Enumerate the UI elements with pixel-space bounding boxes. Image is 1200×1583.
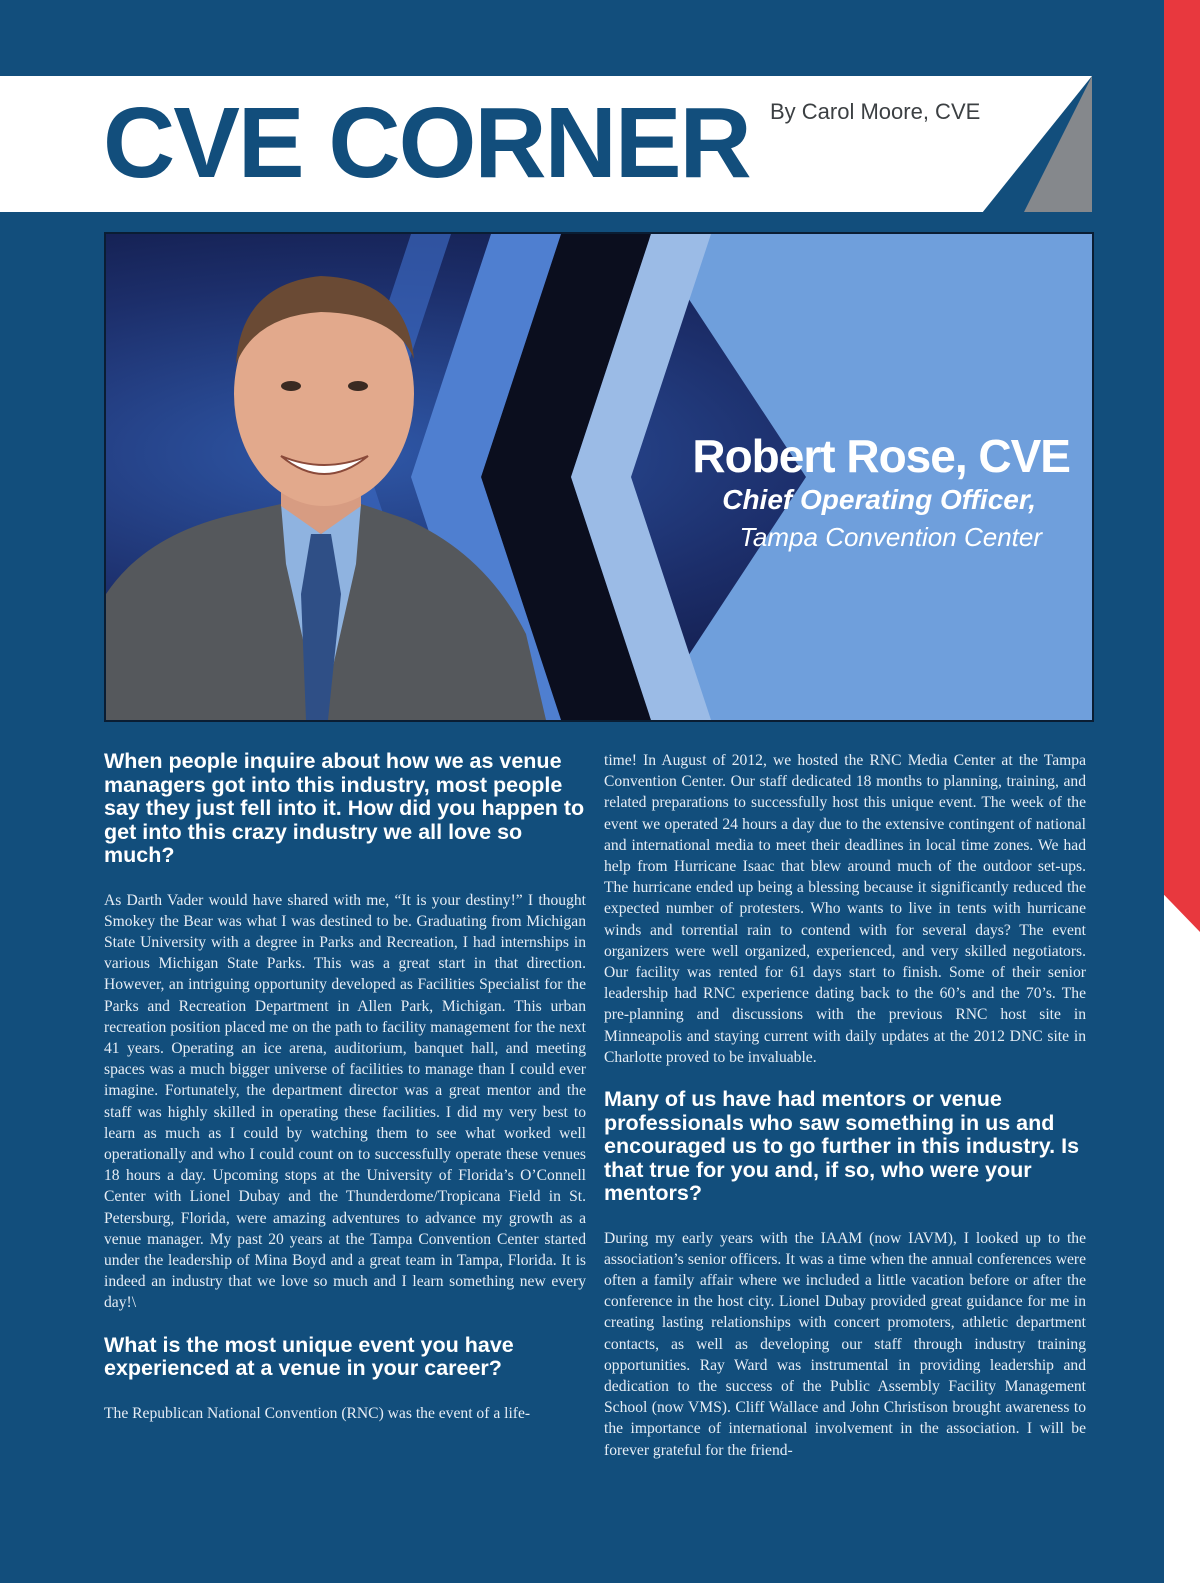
answer-1: As Darth Vader would have shared with me, “It is your destiny!” I thought Smokey the Bear was what I was destined to be. Graduating from Michigan State University with a degree in Parks and Recreation, I had internships in various Michigan State Parks. This was a great start in that direction. However, an intriguing opportunity developed as Facilities Specialist for the Parks and Recreation Department in Allen Park, Michigan. This urban recreation position placed me on the path to facility management for the next 41 years. Operating an ice arena, auditorium, banquet hall, and meeting spaces was a much bigger universe of facilities to manage than I could ever imagine. Fortunately, the department director was a great mentor and the staff was highly skilled in operating these facilities. I did my very best to learn as much as I could by watching them to see what worked well operationally and who I could count on to successfully operate these venues 18 hours a day. Upcoming stops at the University of Florida’s O’Connell Center with Lionel Dubay and the Thunderdome/Tropicana Field in St. Petersburg, Florida, were amazing adventures to advance my growth as a venue manager. My past 20 years at the Tampa Convention Center started under the leadership of Mina Boyd and a great team in Tampa, Florida. It is indeed an industry that we love so much and I learn something new every day!\	[104, 891, 586, 1312]
profile-name: Robert Rose, CVE	[692, 430, 1070, 482]
question-3: Many of us have had mentors or venue professionals who saw something in us and encouraged us to go further in this industry. Is that true for you and, if so, who were your mentors?	[604, 1087, 1080, 1206]
question-1: When people inquire about how we as venue managers got into this industry, most people say they just fell into it. How did you happen to get into this crazy industry we all love so much?	[104, 749, 585, 867]
author-byline: By Carol Moore, CVE	[770, 99, 981, 124]
profile-organization: Tampa Convention Center	[739, 522, 1042, 552]
article-column-left	[104, 750, 586, 1444]
profile-role: Chief Operating Officer,	[722, 484, 1036, 515]
red-accent-bar	[1164, 0, 1200, 932]
profile-banner	[104, 232, 1094, 722]
answer-2-start: The Republican National Convention (RNC) was the event of a life-	[104, 1404, 531, 1422]
article-column-right	[604, 750, 1086, 1481]
answer-2-continued: time! In August of 2012, we hosted the RNC Media Center at the Tampa Convention Center. Our staff dedicated 18 months to planning, training, and related preparations to successfully host this unique event. The week of the event we operated 24 hours a day due to the extensive contingent of national and international media to meet their deadlines in local time zones. We had help from Hurricane Isaac that blew around much of the outdoor set-ups. The hurricane ended up being a blessing because it significantly reduced the expected number of protesters. Who wants to live in tents with hurricane winds and torrential rain to contend with for several days? The event organizers were well organized, experienced, and very skilled negotiators. Our facility was rented for 61 days start to finish. Some of their senior leadership had RNC experience dating back to the 60’s and the 70’s. The pre-planning and discussions with the previous RNC host site in Minneapolis and staying current with daily updates at the 2012 DNC site in Charlotte proved to be invaluable.	[604, 752, 1086, 1066]
question-2: What is the most unique event you have experienced at a venue in your career?	[104, 1332, 514, 1381]
section-title: CVE CORNER	[103, 87, 750, 199]
answer-3: During my early years with the IAAM (now IAVM), I looked up to the association’s senior officers. It was a time when the annual conferences were often a family affair where we included a little vacation before or after the conference in the host city. Lionel Dubay provided great guidance for me in creating lasting relationships with concert promoters, athletic department contacts, as well as developing our staff through industry training opportunities. Ray Ward was instrumental in providing leadership and dedication to the success of the Public Assembly Facility Management School (now VMS). Cliff Wallace and John Christison brought awareness to the importance of international involvement in the association. I will be forever grateful for the friend-	[604, 1229, 1086, 1459]
